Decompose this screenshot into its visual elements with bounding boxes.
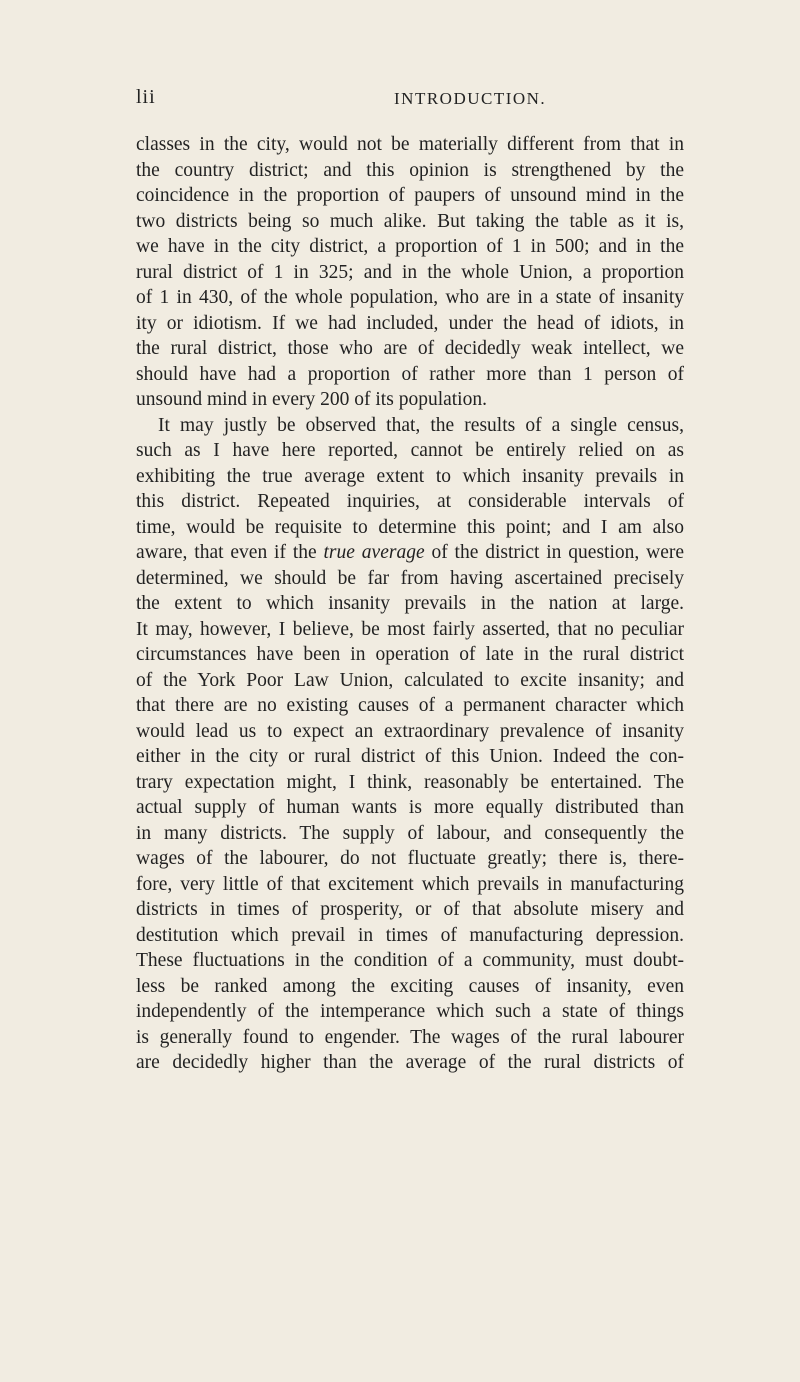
italic-phrase: true average	[323, 542, 425, 563]
text-line: These fluctuations in the condition of a community, must doubt-	[136, 950, 684, 971]
text-segment: aware, that even if the	[136, 542, 324, 563]
text-line: districts in times of prosperity, or of that absolute misery and	[136, 899, 684, 920]
text-line: fore, very little of that excitement which prevails in manufacturing	[136, 873, 684, 895]
text-line: the country district; and this opinion is strengthened by the	[136, 159, 684, 181]
text-line: ity or idiotism. If we had included, under the head of idiots, in	[136, 312, 684, 334]
text-line: exhibiting the true average extent to which insanity prevails in	[136, 465, 684, 487]
text-line: time, would be requisite to determine this point; and I am also	[136, 516, 684, 538]
text-line: less be ranked among the exciting causes of insanity, even	[136, 975, 684, 997]
text-line: either in the city or rural district of this Union. Indeed the con-	[136, 746, 684, 767]
page-number: lii	[136, 86, 156, 108]
text-line: that there are no existing causes of a permanent character which	[136, 695, 684, 716]
text-line: wages of the labourer, do not fluctuate greatly; there is, there-	[136, 848, 684, 869]
text-line: of 1 in 430, of the whole population, who are in a state of insanity	[136, 287, 684, 308]
text-line: the rural district, those who are of decidedly weak intellect, we	[136, 338, 684, 359]
text-line: determined, we should be far from having ascertained precisely	[136, 567, 684, 589]
text-line: would lead us to expect an extraordinary prevalence of insanity	[136, 720, 684, 742]
text-line: in many districts. The supply of labour, and consequently the	[136, 822, 684, 844]
text-line: this district. Repeated inquiries, at considerable intervals of	[136, 491, 684, 512]
text-line: such as I have here reported, cannot be entirely relied on as	[136, 440, 684, 461]
text-line: coincidence in the proportion of paupers of unsound mind in the	[136, 185, 684, 206]
text-segment: of the district in question, were	[424, 542, 684, 563]
text-line: actual supply of human wants is more equally distributed than	[136, 797, 684, 818]
text-line: destitution which prevail in times of manufacturing depression.	[136, 924, 684, 946]
text-line: It may, however, I believe, be most fairly asserted, that no peculiar	[136, 618, 684, 640]
text-line: rural district of 1 in 325; and in the whole Union, a proportion	[136, 261, 684, 283]
text-line: is generally found to engender. The wages of the rural labourer	[136, 1026, 684, 1048]
text-line-with-italic	[136, 540, 684, 566]
text-line: circumstances have been in operation of late in the rural district	[136, 644, 684, 665]
text-line: two districts being so much alike. But taking the table as it is,	[136, 210, 684, 232]
text-line: of the York Poor Law Union, calculated to excite insanity; and	[136, 669, 684, 691]
text-line: classes in the city, would not be materially different from that in	[136, 134, 684, 155]
text-line: the extent to which insanity prevails in the nation at large.	[136, 593, 684, 614]
text-line: we have in the city district, a proportion of 1 in 500; and in the	[136, 236, 684, 257]
text-line: are decidedly higher than the average of the rural districts of	[136, 1052, 684, 1073]
body-text	[136, 132, 684, 1076]
text-line: It may justly be observed that, the results of a single census,	[158, 414, 684, 436]
text-line: should have had a proportion of rather more than 1 person of	[136, 363, 684, 385]
text-line: unsound mind in every 200 of its population.	[136, 389, 487, 410]
running-head: INTRODUCTION.	[394, 89, 547, 108]
text-line: independently of the intemperance which such a state of things	[136, 1001, 684, 1022]
text-line: trary expectation might, I think, reasonably be entertained. The	[136, 771, 684, 793]
